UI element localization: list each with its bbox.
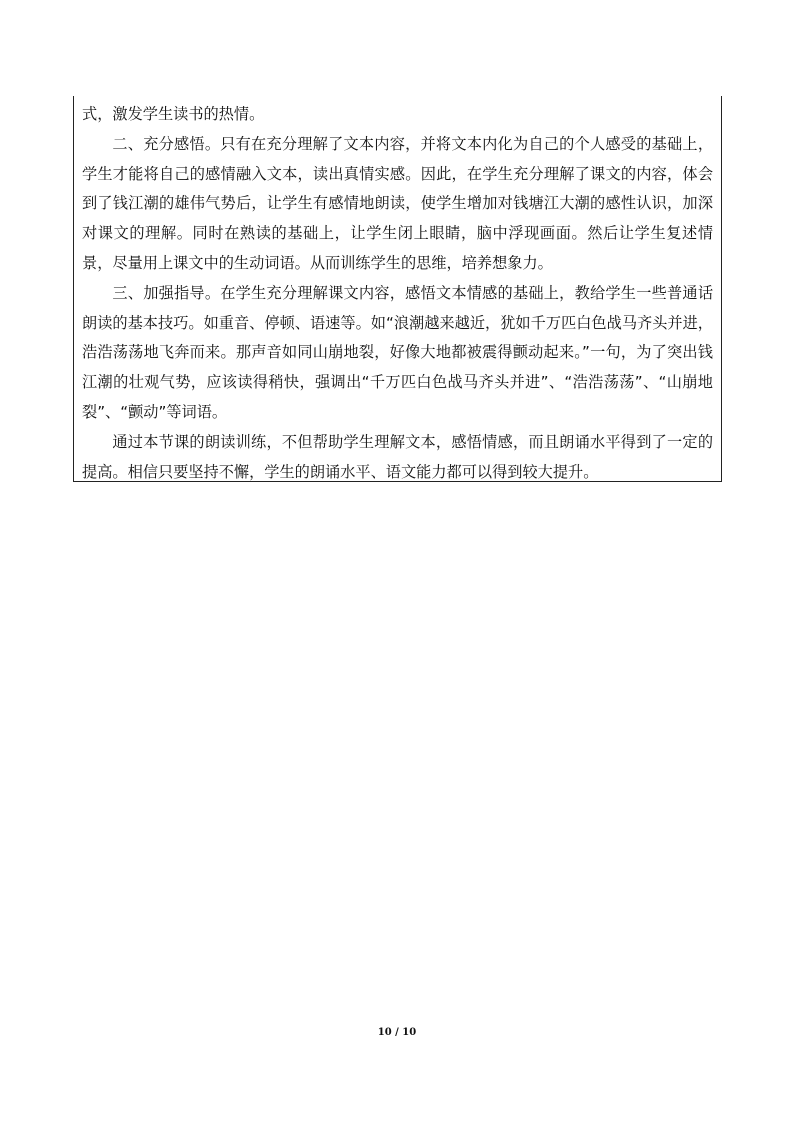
paragraph-strengthen-guidance: 三、加强指导。在学生充分理解课文内容，感悟文本情感的基础上，教给学生一些普通话朗读的基本技巧。如重音、停顿、语速等。如“浪潮越来越近，犹如千万匹白色战马齐头并进，浩浩荡荡地飞奔而来。那声音如同山崩地裂，好像大地都被震得颤动起来。”一句，为了突出钱江潮的壮观气势，应该读得稍快，强调出“千万匹白色战马齐头并进”、“浩浩荡荡”、“山崩地裂”、“颤动”等词语。	[82, 283, 713, 421]
paragraph-full-understanding: 二、充分感悟。只有在充分理解了文本内容，并将文本内化为自己的个人感受的基础上，学生才能将自己的感情融入文本，读出真情实感。因此，在学生充分理解了课文的内容，体会到了钱江潮的雄伟气势后，让学生有感情地朗读，使学生增加对钱塘江大潮的感性认识，加深对课文的理解。同时在熟读的基础上，让学生闭上眼睛，脑中浮现画面。然后让学生复述情景，尽量用上课文中的生动词语。从而训练学生的思维，培养想象力。	[82, 134, 713, 272]
paragraph-continuation: 式，激发学生读书的热情。	[82, 105, 265, 123]
paragraph-conclusion: 通过本节课的朗读训练，不但帮助学生理解文本，感悟情感，而且朗诵水平得到了一定的提高。相信只要坚持不懈，学生的朗诵水平、语文能力都可以得到较大提升。	[82, 432, 713, 481]
table-cell-content	[73, 96, 722, 482]
page-number: 10 / 10	[377, 1027, 417, 1038]
